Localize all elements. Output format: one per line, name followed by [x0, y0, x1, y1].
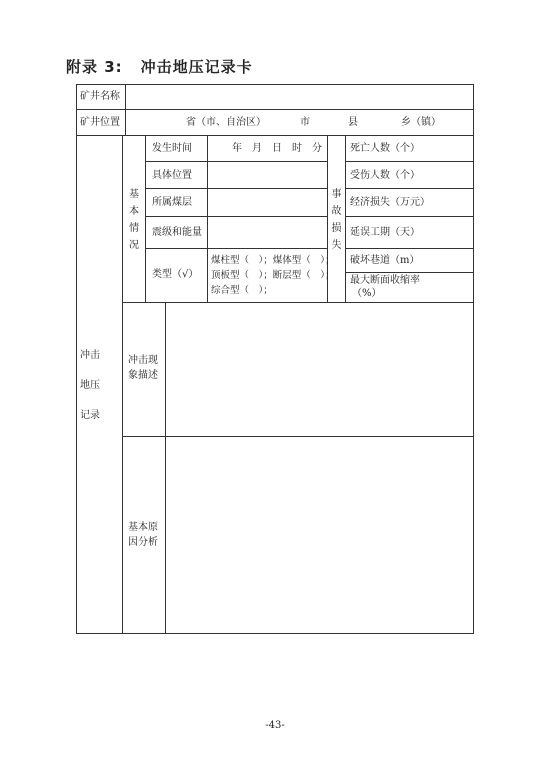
loss-delay: 延误工期（天） [350, 227, 420, 238]
location-label: 具体位置 [152, 170, 192, 181]
energy-label: 震级和能量 [152, 227, 202, 238]
section-label-part-1: 冲击 [80, 350, 100, 361]
phenomenon-content-area[interactable] [166, 303, 473, 436]
mine-name-field[interactable] [126, 85, 473, 109]
seam-label: 所属煤层 [152, 197, 192, 208]
page-number: -43- [265, 720, 285, 731]
appendix-prefix: 附录 3: [66, 58, 123, 76]
time-value: 年 月 日 时 分 [232, 143, 322, 154]
cause-label-line-2: 因分析 [128, 537, 158, 548]
loss-shrinkage-line-2: （%） [352, 288, 382, 299]
type-option-1: 煤柱型（ ）；煤体型（ ）； [211, 255, 335, 266]
card-title: 冲击地压记录卡 [140, 58, 253, 76]
loss-roadway: 破坏巷道（m） [350, 255, 420, 266]
loss-injuries: 受伤人数（个） [350, 170, 420, 181]
type-option-2: 顶板型（ ）；断层型（ ）； [211, 270, 335, 281]
type-label: 类型（√） [152, 269, 199, 280]
mine-location-label: 矿井位置 [80, 117, 120, 128]
mine-name-label: 矿井名称 [80, 91, 120, 102]
time-label: 发生时间 [152, 143, 192, 154]
type-option-3: 综合型（ ）； [211, 285, 273, 296]
document-title [66, 56, 253, 77]
county-label: 县 [348, 117, 358, 128]
section-label-part-2: 地压 [80, 380, 100, 391]
basic-info-label: 基 本 情 况 [129, 189, 139, 251]
province-label: 省（市、自治区） [186, 117, 266, 128]
section-label-part-3: 记录 [80, 410, 100, 421]
loss-economic: 经济损失（万元） [350, 197, 430, 208]
phenomenon-label-line-2: 象描述 [128, 370, 158, 381]
phenomenon-label-line-1: 冲击现 [128, 355, 158, 366]
cause-label-line-1: 基本原 [128, 522, 158, 533]
city-label: 市 [300, 117, 310, 128]
loss-label: 事 故 损 失 [331, 189, 342, 251]
township-label: 乡（镇） [401, 117, 441, 128]
cause-content-area[interactable] [166, 437, 473, 633]
loss-deaths: 死亡人数（个） [350, 143, 420, 154]
loss-shrinkage-line-1: 最大断面收缩率 [350, 275, 420, 286]
